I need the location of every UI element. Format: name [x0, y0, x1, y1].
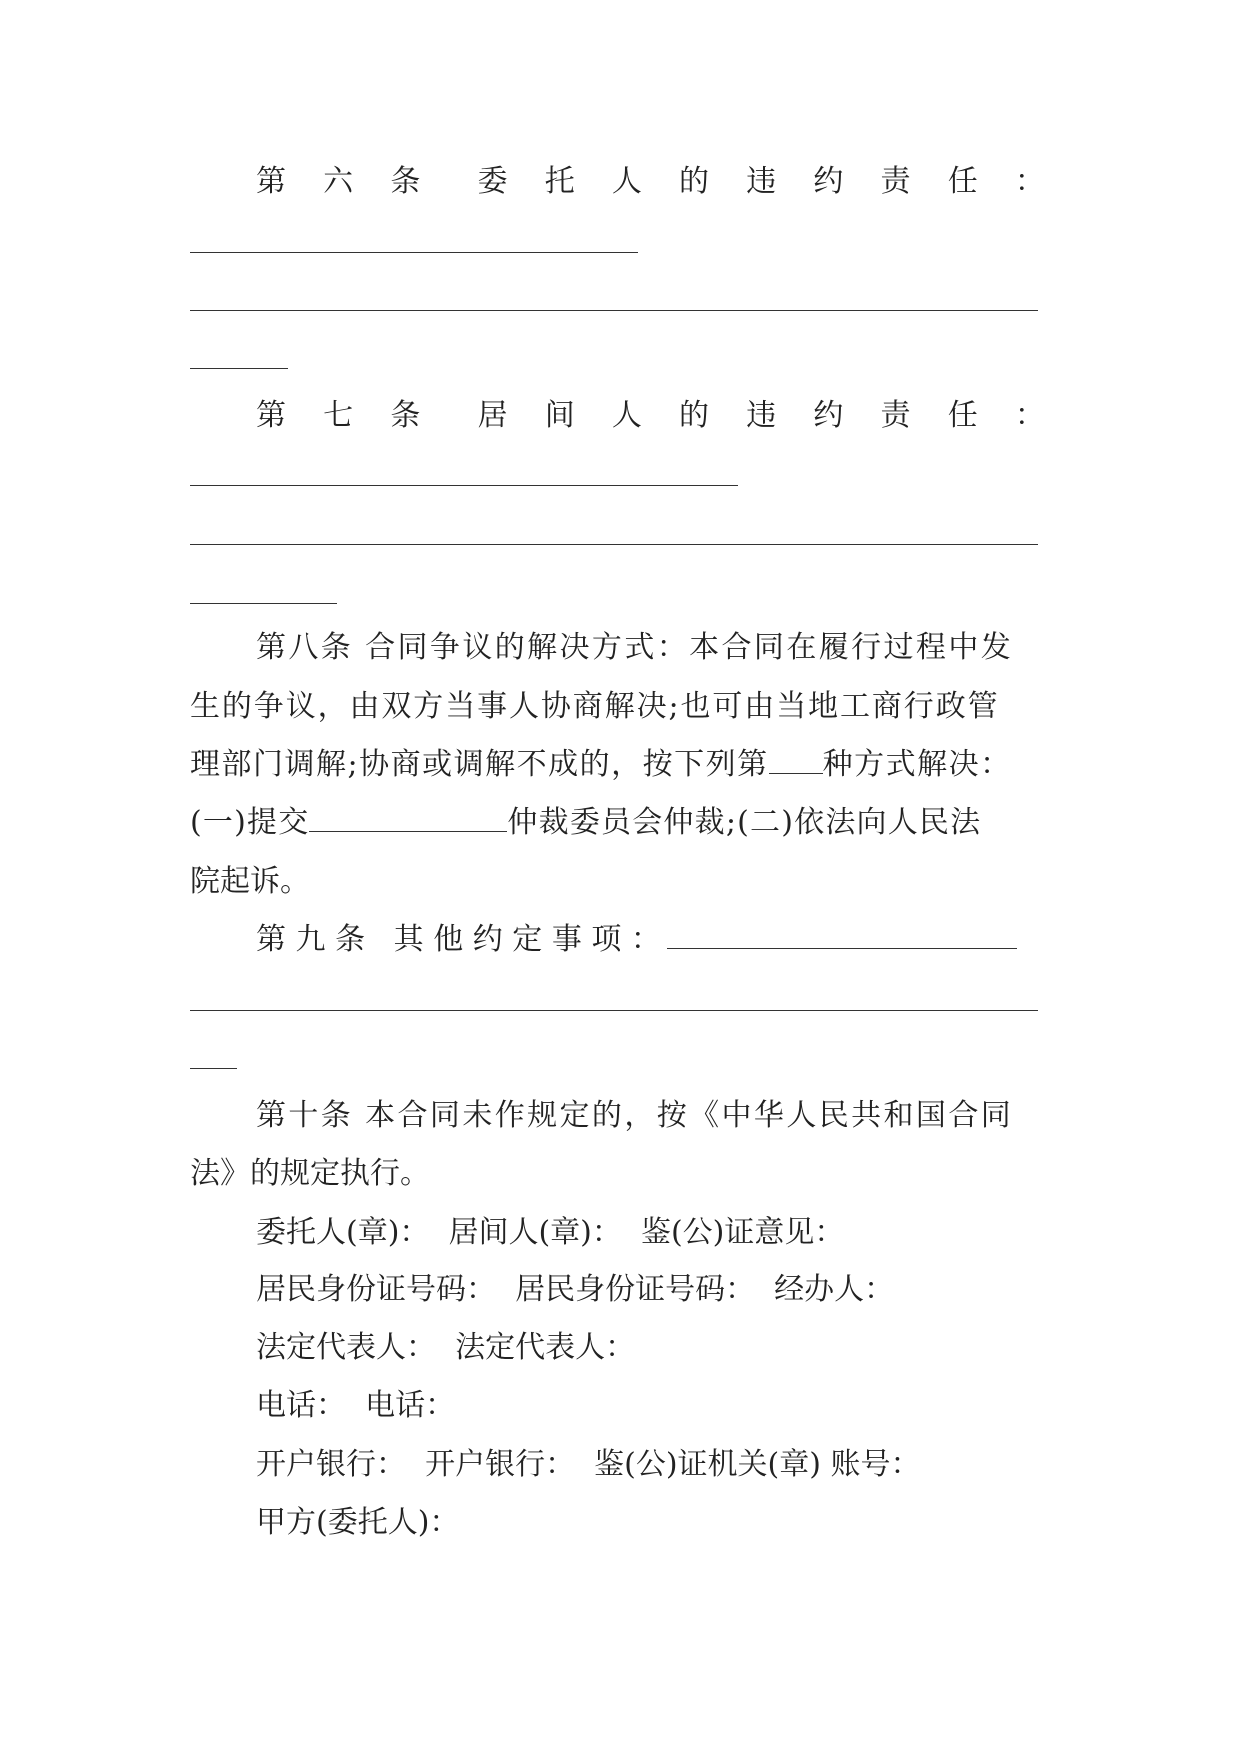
fill-in-blank-line[interactable]	[190, 485, 738, 486]
signature-line: 法定代表人： 法定代表人：	[256, 1330, 636, 1365]
article-10-line: 第十条 本合同未作规定的，按《中华人民共和国合同	[256, 1098, 1014, 1133]
article-7-char: 违	[746, 398, 777, 433]
article-7-char: 七	[323, 398, 354, 433]
article-6-char: 委	[477, 164, 508, 199]
article-8-line: 院起诉。	[190, 864, 310, 899]
article-7-char: 约	[813, 398, 844, 433]
article-7-char: 责	[880, 398, 911, 433]
article-7-char: 居	[477, 398, 508, 433]
article-6-char: ：	[1014, 164, 1045, 199]
article-6-char: 的	[679, 164, 710, 199]
signature-line: 电话： 电话：	[256, 1388, 456, 1423]
article-8-text: 种方式解决：	[822, 747, 1012, 782]
article-6-char: 责	[880, 164, 911, 199]
fill-in-blank-line[interactable]	[190, 1068, 237, 1069]
signature-line: 居民身份证号码： 居民身份证号码： 经办人：	[256, 1272, 895, 1307]
article-8-line	[190, 745, 1012, 785]
article-9-label: 第 九 条 其 他 约 定 事 项 ：	[256, 922, 661, 957]
article-6-char: 任	[947, 164, 978, 199]
arbitration-committee-blank[interactable]	[309, 803, 507, 832]
article-7-char: 第	[256, 398, 286, 433]
article-8-line: 生的争议，由双方当事人协商解决;也可由当地工商行政管	[190, 689, 1000, 724]
article-7-char: 条	[390, 398, 421, 433]
article-6-char: 六	[323, 164, 354, 199]
article-7-char: ：	[1014, 398, 1045, 433]
article-8-text: (一)提交	[190, 805, 310, 840]
article-7-char: 的	[679, 398, 710, 433]
article-6-char: 第	[256, 164, 286, 199]
article-6-char: 人	[611, 164, 642, 199]
article-6-char: 约	[813, 164, 844, 199]
article-10-line: 法》的规定执行。	[190, 1156, 430, 1191]
article-7-heading	[256, 396, 1045, 436]
article-6-char: 违	[746, 164, 777, 199]
article-9-line	[256, 920, 1017, 960]
method-number-blank[interactable]	[769, 745, 823, 774]
article-7-char: 人	[611, 398, 642, 433]
signature-line: 开户银行： 开户银行： 鉴(公)证机关(章) 账号：	[256, 1447, 921, 1482]
fill-in-blank-line[interactable]	[190, 310, 1038, 311]
article-8-line: 第八条 合同争议的解决方式：本合同在履行过程中发	[256, 630, 1014, 665]
fill-in-blank-line[interactable]	[190, 544, 1038, 545]
article-7-char: 间	[544, 398, 575, 433]
article-6-char: 条	[390, 164, 421, 199]
fill-in-blank-line[interactable]	[667, 920, 1017, 949]
fill-in-blank-line[interactable]	[190, 603, 337, 604]
article-7-char: 任	[947, 398, 978, 433]
article-6-char: 托	[544, 164, 575, 199]
article-6-heading	[256, 162, 1045, 202]
article-8-text: 仲裁委员会仲裁;(二)依法向人民法	[507, 805, 982, 840]
fill-in-blank-line[interactable]	[190, 1010, 1038, 1011]
article-8-text: 理部门调解;协商或调解不成的，按下列第	[190, 747, 769, 782]
fill-in-blank-line[interactable]	[190, 368, 288, 369]
signature-line: 委托人(章)： 居间人(章)： 鉴(公)证意见：	[256, 1215, 845, 1250]
signature-line: 甲方(委托人)：	[256, 1505, 460, 1540]
fill-in-blank-line[interactable]	[190, 252, 638, 253]
article-8-line	[190, 803, 981, 843]
